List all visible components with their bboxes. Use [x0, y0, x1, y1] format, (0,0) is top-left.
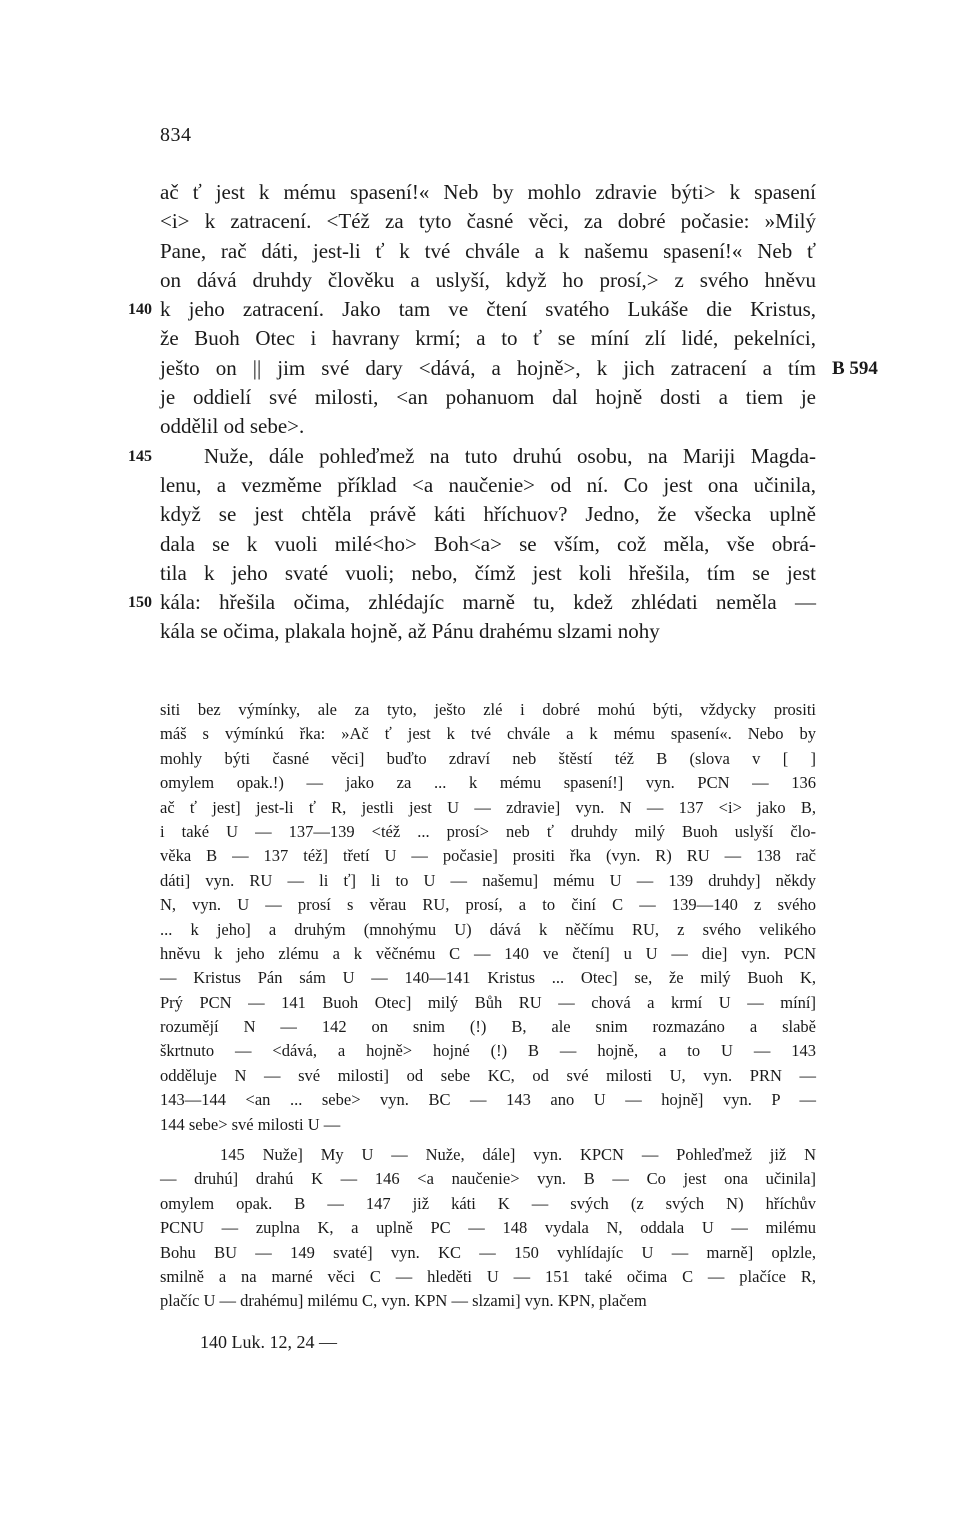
margin-reference: B 594	[832, 357, 878, 379]
note-line: ... k jeho] a druhým (mnohýmu U) dává k něčímu RU, z svého velikého	[160, 919, 816, 939]
line-text: Pane, rač dáti, jest-li ť k tvé chvále a k našemu spasení!« Neb ť	[160, 238, 816, 263]
line-text: k jeho zatracení. Jako tam ve čtení svatého Lukáše die Kristus,	[160, 297, 816, 322]
text-line	[160, 207, 816, 236]
note-line: ač ť jest] jest-li ť R, jestli jest U — zdravie] vyn. N — 137 <i> jako B,	[160, 797, 816, 817]
note-line: — druhú] drahú K — 146 <a naučenie> vyn. B — Co jest ona učinila]	[160, 1169, 816, 1189]
note-line: škrtnuto — <dává, a hojně> hojné (!) B — hojně, a to U — 143	[160, 1041, 816, 1061]
line-text: dala se k vuoli milé<ho> Boh<a> se vším, což měla, vše obrá-	[160, 531, 816, 556]
line-text: <i> k zatracení. <Též za tyto časné věci, za dobré počasie: »Milý	[160, 209, 816, 234]
line-text: že Buoh Otec i havrany krmí; a to ť se míní zlí lidé, pekelníci,	[160, 326, 816, 351]
text-line	[160, 383, 816, 412]
text-line	[160, 354, 878, 383]
text-line	[128, 588, 816, 617]
note-line: Bohu BU — 149 svaté] vyn. KC — 150 vyhlídajíc U — marně] oplzle,	[160, 1242, 816, 1262]
note-line: hněvu k jeho zlému a k věčnému C — 140 ve čtení] u U — die] vyn. PCN	[160, 943, 816, 963]
note-line: i také U — 137—139 <též ... prosí> neb ť druhdy milý Buoh uslyší člo-	[160, 821, 816, 841]
text-line	[128, 295, 816, 324]
text-line	[128, 442, 816, 471]
text-line	[160, 617, 816, 646]
note-line: věka B — 137 též] třetí U — počasie] prositi řka (vyn. R) RU — 138 rač	[160, 846, 816, 866]
line-text: je oddielí své milosti, <an pohanuom dal hojně dosti a tiem je	[160, 385, 816, 410]
source-reference: 140 Luk. 12, 24 —	[200, 1332, 337, 1352]
text-line	[160, 324, 816, 353]
note-line: — Kristus Pán sám U — 140—141 Kristus ... Otec] se, že milý Buoh K,	[160, 968, 816, 988]
note-line: máš s výmínkú řka: »Ač ť jest k tvé chvále a k mému spasení«. Nebo by	[160, 724, 816, 744]
line-text: když se jest chtěla právě káti hříchuov? Jedno, že všecka uplně	[160, 502, 816, 527]
note-line: odděluje N — své milosti] od sebe KC, od své milosti U, vyn. PRN —	[160, 1065, 816, 1085]
line-text: ješto on || jim své dary <dává, a hojně>, k jich zatracení a tím	[160, 355, 816, 380]
line-text: tila k jeho svaté vuoli; nebo, čímž jest koli hřešila, tím se jest	[160, 560, 816, 585]
note-line: rozumějí N — 142 on snim (!) B, ale snim rozmazáno a slabě	[160, 1017, 816, 1037]
line-text: kála: hřešila očima, zhlédajíc marně tu, kdež zhlédati neměla —	[160, 590, 816, 615]
text-line	[160, 237, 816, 266]
line-number: 150	[128, 594, 152, 612]
line-text: on dává druhdy člověku a uslyší, když ho prosí,> z svého hněvu	[160, 267, 816, 292]
note-line: PCNU — zuplna K, a uplně PC — 148 vydala N, oddala U — milému	[160, 1218, 816, 1238]
note-line: 145 Nuže] My U — Nuže, dále] vyn. KPCN — Pohleďmež již N	[220, 1145, 816, 1165]
note-line: omylem opak. B — 147 již káti K — svých (z svých N) hříchův	[160, 1193, 816, 1213]
text-line	[160, 530, 816, 559]
note-line: dáti] vyn. RU — li ť] li to U — našemu] mému U — 139 druhdy] někdy	[160, 870, 816, 890]
text-line	[160, 412, 816, 441]
line-number: 140	[128, 301, 152, 319]
text-line	[160, 500, 816, 529]
text-line	[160, 266, 816, 295]
line-text: lenu, a vezměme příklad <a naučenie> od ní. Co jest ona učinila,	[160, 472, 816, 497]
main-text	[128, 178, 878, 647]
page-number: 834	[160, 124, 192, 146]
note-line: siti bez výmínky, ale za tyto, ješto zlé i dobré mohú býti, vždycky prositi	[160, 700, 816, 719]
note-line: mohly býti časné věci] buďto zdraví neb štěstí též B (slova v [ ]	[160, 748, 816, 768]
note-line: 144 sebe> své milosti U —	[160, 1114, 341, 1134]
line-text: oddělil od sebe>.	[160, 414, 305, 439]
critical-apparatus	[160, 698, 816, 1314]
note-line: plačíc U — drahému] milému C, vyn. KPN — slzami] vyn. KPN, plačem	[160, 1291, 647, 1311]
note-line: smilně a na marné věci C — hleděti U — 151 také očima C — plačíce R,	[160, 1266, 816, 1286]
text-line	[160, 471, 816, 500]
note-line: Prý PCN — 141 Buoh Otec] milý Bůh RU — chová a krmí U — míní]	[160, 992, 816, 1012]
line-text: kála se očima, plakala hojně, až Pánu drahému slzami nohy	[160, 619, 660, 644]
text-line	[160, 559, 816, 588]
note-line: omylem opak.!) — jako za ... k mému spasení!] vyn. PCN — 136	[160, 773, 816, 793]
text-line	[160, 178, 816, 207]
line-text: Nuže, dále pohleďmež na tuto druhú osobu, na Mariji Magda-	[204, 443, 816, 468]
note-line: N, vyn. U — prosí s věrau RU, prosí, a to činí C — 139—140 z svého	[160, 895, 816, 915]
line-text: ač ť jest k mému spasení!« Neb by mohlo zdravie býti> k spasení	[160, 180, 816, 204]
note-line: 143—144 <an ... sebe> vyn. BC — 143 ano U — hojně] vyn. P —	[160, 1090, 816, 1110]
line-number: 145	[128, 447, 152, 465]
